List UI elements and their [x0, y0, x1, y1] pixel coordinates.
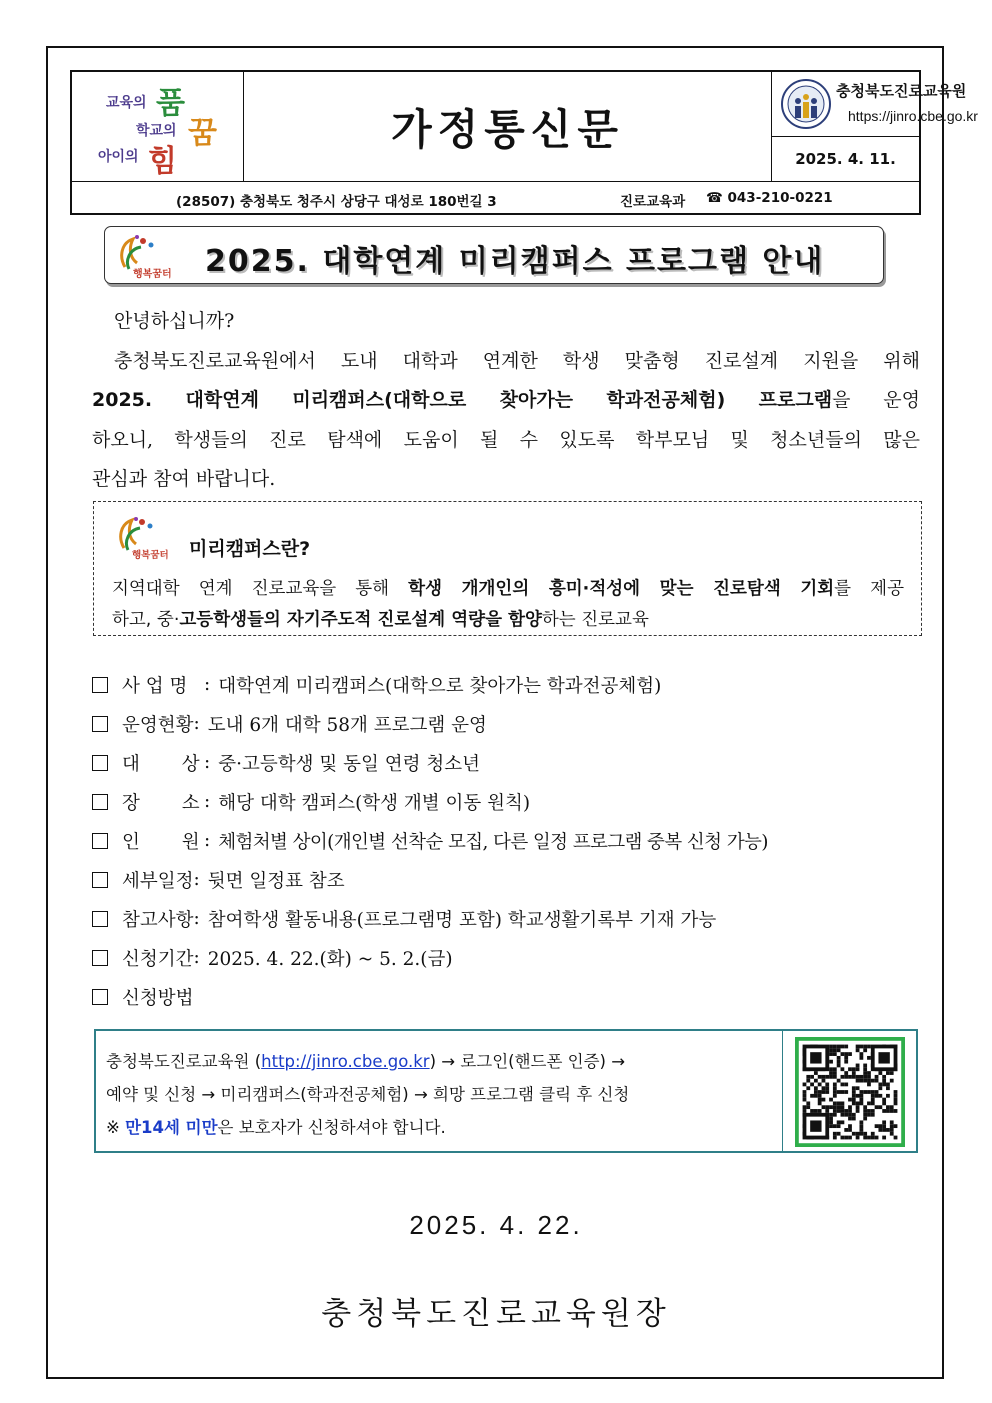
detail-label	[122, 672, 204, 698]
org-name: 충청북도진로교육원	[836, 82, 967, 100]
program-title: 2025. 대학연계 미리캠퍼스 프로그램 안내	[205, 244, 825, 279]
checkbox-icon	[92, 677, 108, 693]
logo-text-3: 학교의	[136, 123, 177, 139]
program-full-name: 2025. 대학연계 미리캠퍼스(대학으로 찾아가는 학과전공체험) 프로그램	[92, 389, 833, 411]
definition-text-plain: 하는 진로교육	[541, 610, 649, 630]
definition-title: 미리캠퍼스란?	[189, 538, 311, 560]
detail-colon: :	[204, 674, 211, 695]
detail-item-program-name	[92, 665, 922, 704]
checkbox-icon	[92, 989, 108, 1005]
education-slogan-logo	[72, 72, 244, 181]
qr-cell	[782, 1031, 917, 1151]
note-text: 은 보호자가 신청하셔야 합니다.	[217, 1118, 446, 1137]
institute-seal-icon	[780, 78, 832, 130]
checkbox-icon	[92, 872, 108, 888]
detail-value: 대학연계 미리캠퍼스(대학으로 찾아가는 학과전공체험)	[218, 675, 662, 697]
website-link[interactable]: http://jinro.cbe.go.kr	[261, 1052, 430, 1071]
detail-colon: :	[193, 908, 200, 929]
detail-label	[122, 828, 204, 854]
issuer-signature: 충청북도진로교육원장	[321, 1296, 671, 1332]
detail-item-location	[92, 782, 922, 821]
definition-text-plain: 지역대학 연계 진로교육을 통해	[112, 579, 409, 599]
detail-colon: :	[193, 869, 200, 890]
org-website[interactable]: https://jinro.cbe.go.kr	[848, 108, 978, 124]
detail-label: 세부일정	[122, 870, 194, 892]
definition-text-plain: 를 제공	[834, 579, 904, 599]
address: (28507) 충청북도 청주시 상당구 대성로 180번길 3	[176, 194, 497, 210]
detail-value: 체험처별 상이(개인별 선착순 모집, 다른 일정 프로그램 중복 신청 가능)	[218, 831, 768, 853]
logo-text-5: 아이의	[98, 149, 139, 165]
qr-code-icon[interactable]	[795, 1037, 905, 1147]
age-limit-highlight: 만14세 미만	[125, 1118, 218, 1137]
definition-line-2	[112, 605, 904, 636]
phone-icon: ☎	[706, 190, 728, 206]
intro-line-3: 하오니, 학생들의 진로 탐색에 도움이 될 수 있도록 학부모님 및 청소년들의 많은	[92, 428, 920, 451]
detail-label	[122, 789, 204, 815]
note-mark: ※	[106, 1118, 126, 1137]
happy-dream-logo-text: 행복꿈터	[132, 550, 169, 560]
department: 진로교육과	[620, 194, 686, 210]
checkbox-icon	[92, 716, 108, 732]
definition-text-plain: 하고, 중·	[112, 610, 180, 630]
apply-steps-1: ) → 로그인(핸드폰 인증) →	[429, 1052, 626, 1071]
detail-colon: :	[193, 947, 200, 968]
contact-row	[72, 181, 919, 213]
detail-value: 해당 대학 캠퍼스(학생 개별 이동 원칙)	[218, 792, 531, 814]
detail-label-text: 인 원	[122, 831, 200, 853]
intro-line-4: 관심과 참여 바랍니다.	[92, 468, 276, 490]
definition-text-bold: 고등학생들의 자기주도적 진로설계 역량을 함양	[179, 610, 542, 630]
detail-item-notes	[92, 899, 922, 938]
document-date: 2025. 4. 22.	[409, 1210, 583, 1240]
checkbox-icon	[92, 950, 108, 966]
definition-text-bold: 학생 개개인의 흥미·적성에 맞는 진로탐색 기회	[408, 579, 835, 599]
detail-value: 중·고등학생 및 동일 연령 청소년	[218, 753, 480, 775]
apply-org: 충청북도진로교육원 (	[106, 1052, 262, 1071]
happy-dream-logo-text: 행복꿈터	[133, 269, 172, 279]
detail-label: 운영현황	[122, 714, 194, 736]
program-banner	[104, 226, 884, 284]
detail-item-target	[92, 743, 922, 782]
intro-line-1: 충청북도진로교육원에서 도내 대학과 연계한 학생 맞춤형 진로설계 지원을 위해	[114, 349, 920, 372]
checkbox-icon	[92, 911, 108, 927]
apply-line-2: 예약 및 신청 → 미리캠퍼스(학과전공체험) → 희망 프로그램 클릭 후 신청	[106, 1085, 630, 1104]
definition-text	[112, 574, 904, 636]
org-cell	[772, 72, 978, 137]
detail-colon: :	[204, 830, 211, 851]
intro-line-2-rest: 을 운영	[832, 389, 920, 411]
logo-text-1: 교육의	[106, 95, 147, 111]
phone-value: 043-210-0221	[727, 190, 833, 206]
application-method-box	[94, 1029, 918, 1153]
checkbox-icon	[92, 794, 108, 810]
detail-label: 신청방법	[122, 987, 194, 1009]
detail-item-application-period	[92, 938, 922, 977]
intro-paragraph	[92, 302, 920, 500]
program-details-list	[92, 665, 922, 1016]
apply-note	[106, 1111, 629, 1144]
phone-number	[706, 190, 833, 206]
letter-header	[70, 70, 978, 215]
detail-colon: :	[204, 791, 211, 812]
detail-label-text: 대 상	[122, 753, 200, 775]
definition-line-1	[112, 574, 904, 605]
detail-label-text: 장 소	[122, 792, 200, 814]
logo-text-2: 품	[156, 86, 185, 121]
detail-label: 참고사항	[122, 909, 194, 931]
intro-line-2	[92, 381, 920, 421]
newsletter-title: 가정통신문	[391, 104, 624, 154]
checkbox-icon	[92, 755, 108, 771]
apply-line-1	[106, 1045, 629, 1078]
detail-colon: :	[193, 713, 200, 734]
detail-label: 신청기간	[122, 948, 194, 970]
detail-value: 참여학생 활동내용(프로그램명 포함) 학교생활기록부 기재 가능	[207, 909, 717, 931]
logo-text-4: 꿈	[188, 116, 217, 151]
detail-item-status	[92, 704, 922, 743]
detail-value: 뒷면 일정표 참조	[207, 870, 345, 892]
happy-dream-logo-icon	[116, 516, 180, 560]
happy-dream-logo-icon	[115, 233, 185, 279]
checkbox-icon	[92, 833, 108, 849]
greeting: 안녕하십니까?	[114, 310, 235, 332]
detail-label-text: 사 업 명	[122, 675, 188, 697]
definition-box	[93, 501, 922, 636]
detail-value: 2025. 4. 22.(화) ~ 5. 2.(금)	[207, 948, 453, 970]
application-instructions	[106, 1045, 629, 1144]
detail-item-capacity	[92, 821, 922, 860]
detail-item-application-method	[92, 977, 922, 1016]
issue-date: 2025. 4. 11.	[795, 150, 896, 168]
logo-text-6: 힘	[148, 144, 177, 179]
detail-colon: :	[204, 752, 211, 773]
detail-value: 도내 6개 대학 58개 프로그램 운영	[207, 714, 487, 736]
detail-item-schedule	[92, 860, 922, 899]
newsletter-title-cell	[244, 72, 772, 181]
detail-label	[122, 750, 204, 776]
